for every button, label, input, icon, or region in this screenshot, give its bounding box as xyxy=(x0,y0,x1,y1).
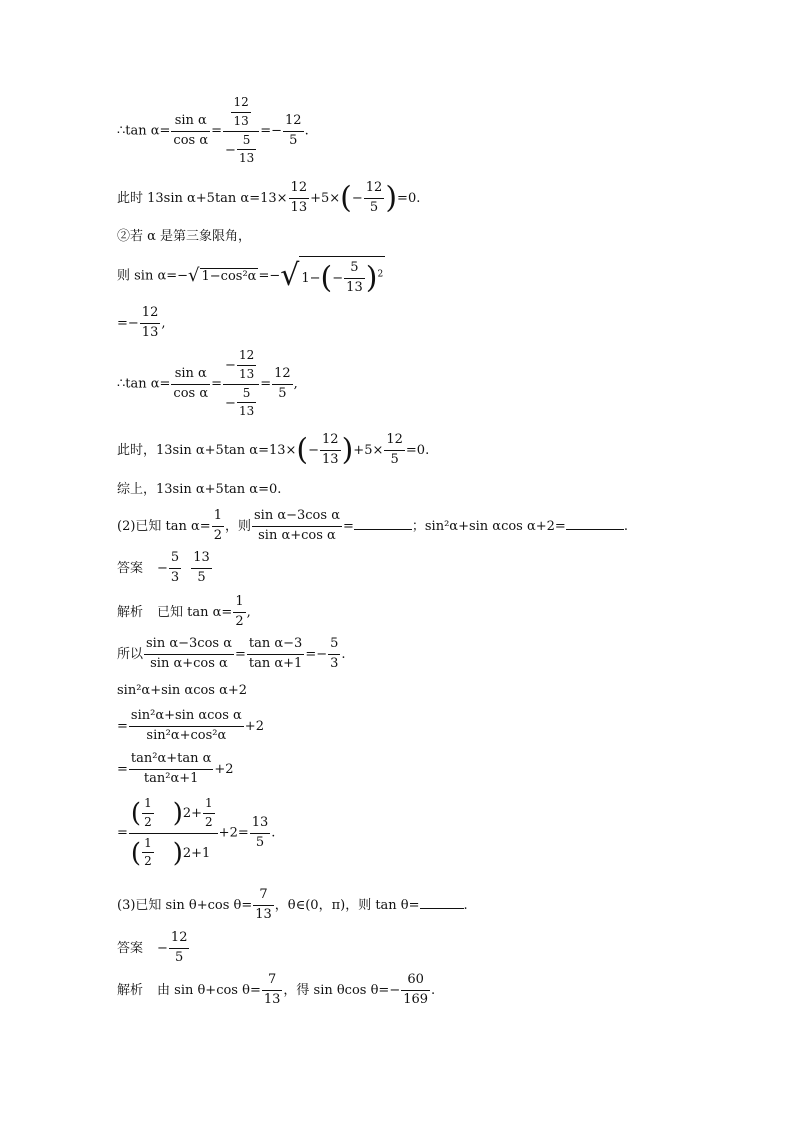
radicand xyxy=(299,256,385,296)
sign: − xyxy=(332,270,344,286)
denominator: 3 xyxy=(330,655,339,671)
compound-fraction xyxy=(129,797,218,869)
denominator: cos α xyxy=(173,132,209,148)
denominator: 2 xyxy=(213,527,222,543)
denominator: 2 xyxy=(235,613,244,629)
denominator: 13 xyxy=(290,199,308,215)
expression-line xyxy=(117,684,247,697)
denominator: sin α+cos α xyxy=(258,527,336,543)
text: . xyxy=(271,825,276,841)
sin-alpha-line xyxy=(117,256,385,296)
denominator: 5 xyxy=(278,385,287,401)
numerator: sin α−3cos α xyxy=(144,637,234,655)
sign: − xyxy=(351,190,363,206)
numerator: 12 xyxy=(140,306,161,324)
denominator: 5 xyxy=(175,949,184,965)
denominator: 13 xyxy=(263,991,281,1007)
fraction xyxy=(203,797,215,830)
numerator: 12 xyxy=(272,367,293,385)
fraction xyxy=(142,837,154,870)
denominator xyxy=(129,834,218,870)
sign: − xyxy=(157,940,168,956)
right-paren: ) xyxy=(172,837,183,868)
analysis-3 xyxy=(117,973,435,1008)
denominator: cos α xyxy=(173,385,209,401)
denominator: 13 xyxy=(255,906,272,922)
fraction xyxy=(344,261,365,296)
radical-sign: √ xyxy=(188,264,200,286)
fraction xyxy=(364,181,385,216)
numerator: tan α−3 xyxy=(247,637,304,655)
fraction xyxy=(283,114,304,149)
numerator: 12 xyxy=(384,433,405,451)
denominator: 13 xyxy=(346,279,363,295)
numerator xyxy=(223,349,259,385)
answer-label: 答案 xyxy=(117,560,144,576)
question-2 xyxy=(117,509,628,544)
denominator: 13 xyxy=(322,451,339,467)
question-3 xyxy=(117,888,468,923)
numerator: 5 xyxy=(344,261,365,279)
summary-line xyxy=(117,483,281,496)
answer-blank-3 xyxy=(420,908,464,909)
numerator: 1 xyxy=(142,837,154,854)
numerator: 5 xyxy=(237,134,256,151)
denominator: 13 xyxy=(233,113,249,128)
expression-step-3 xyxy=(117,797,275,869)
radical-sign: √ xyxy=(280,257,300,293)
fraction xyxy=(171,367,210,402)
answer-3 xyxy=(117,931,190,966)
numerator: 1 xyxy=(203,797,215,814)
text: = xyxy=(211,376,223,392)
fraction xyxy=(129,752,214,787)
text: = xyxy=(260,376,272,392)
fraction xyxy=(262,973,283,1008)
sign: − xyxy=(225,357,236,373)
text: =0. xyxy=(397,190,421,206)
text: = xyxy=(211,123,223,139)
text: 由 sin θ+cos θ= xyxy=(157,982,261,998)
text: , xyxy=(246,604,251,620)
fraction xyxy=(231,96,250,129)
fraction xyxy=(169,551,181,586)
fraction xyxy=(252,509,342,544)
text: 此时 13sin α+5tan α=13× xyxy=(117,190,288,206)
denominator: 5 xyxy=(255,834,265,850)
numerator: 1 xyxy=(233,595,245,613)
text: =− xyxy=(260,123,283,139)
check-line-2 xyxy=(117,433,429,468)
denominator: 13 xyxy=(238,366,255,381)
text: . xyxy=(623,518,628,534)
left-paren: ( xyxy=(130,837,142,868)
text: , xyxy=(161,315,166,331)
text: ∴tan α= xyxy=(117,123,171,139)
text: =0. xyxy=(405,442,430,458)
sign: − xyxy=(225,142,236,158)
text: = xyxy=(117,825,128,841)
answer-label: 答案 xyxy=(117,940,144,956)
numerator: 7 xyxy=(262,973,283,991)
text: (2)已知 tan α= xyxy=(117,518,211,534)
fraction xyxy=(144,637,234,672)
text: 2+ xyxy=(182,805,203,821)
denominator: 2 xyxy=(144,814,152,829)
radicand: 1−cos²α xyxy=(201,269,257,285)
fraction xyxy=(384,433,405,468)
text: . xyxy=(431,982,436,998)
expression-step-2 xyxy=(117,752,234,787)
right-paren: ) xyxy=(365,260,378,296)
denominator: 13 xyxy=(238,151,255,166)
text: = xyxy=(234,646,246,662)
fraction xyxy=(247,637,304,672)
text: =− xyxy=(305,646,328,662)
denominator: sin²α+cos²α xyxy=(146,727,227,743)
text: +2 xyxy=(214,761,234,777)
fraction xyxy=(328,637,340,672)
denominator: 5 xyxy=(289,132,298,148)
analysis-2-step xyxy=(117,637,346,672)
fraction xyxy=(129,709,244,744)
left-paren: ( xyxy=(340,180,352,216)
numerator: 60 xyxy=(401,973,430,991)
text: = xyxy=(117,718,128,734)
answer-blank-2 xyxy=(566,529,624,530)
text: +5× xyxy=(353,442,384,458)
denominator: 13 xyxy=(238,404,255,419)
text: ，得 sin θcos θ=− xyxy=(283,982,401,998)
right-paren: ) xyxy=(385,180,398,216)
fraction xyxy=(320,433,341,468)
text: ，则 xyxy=(224,518,251,534)
left-paren: ( xyxy=(130,798,142,829)
numerator: 12 xyxy=(283,114,304,132)
fraction xyxy=(171,114,210,149)
numerator: 13 xyxy=(191,551,212,569)
fraction xyxy=(253,888,274,923)
denominator: tan α+1 xyxy=(248,655,303,671)
tan-alpha-line-1 xyxy=(117,96,309,166)
numerator: sin α−3cos α xyxy=(252,509,342,527)
numerator: 13 xyxy=(250,816,271,834)
fraction xyxy=(250,816,271,851)
case-heading xyxy=(117,230,251,243)
fraction xyxy=(237,134,256,167)
fraction xyxy=(142,797,154,830)
denominator: 5 xyxy=(390,451,399,467)
fraction xyxy=(169,931,190,966)
fraction xyxy=(212,509,224,544)
fraction xyxy=(272,367,293,402)
check-line-1 xyxy=(117,181,420,216)
expression-step-1 xyxy=(117,709,264,744)
denominator: 13 xyxy=(141,324,159,340)
denominator xyxy=(223,132,259,167)
sign: − xyxy=(225,395,236,411)
text: 此时，13sin α+5tan α=13× xyxy=(117,442,297,458)
numerator xyxy=(129,797,218,834)
denominator: 5 xyxy=(197,569,206,585)
right-paren: ) xyxy=(341,432,354,468)
analysis-2-start xyxy=(117,595,251,630)
numerator: sin α xyxy=(171,367,210,385)
tan-alpha-line-2 xyxy=(117,349,298,419)
denominator: 2 xyxy=(144,854,152,869)
right-paren: ) xyxy=(172,798,183,829)
left-paren: ( xyxy=(320,260,333,296)
text: . xyxy=(304,123,309,139)
text: 则 sin α=− xyxy=(117,268,189,284)
denominator: 169 xyxy=(403,991,429,1007)
text: 1− xyxy=(301,270,321,286)
denominator: 5 xyxy=(369,199,379,215)
numerator: 12 xyxy=(237,349,256,366)
sin-alpha-result xyxy=(117,306,165,341)
text: ；sin²α+sin αcos α+2= xyxy=(411,518,566,534)
text: 所以 xyxy=(117,646,144,662)
text: 已知 tan α= xyxy=(157,604,233,620)
text: ∴tan α= xyxy=(117,376,171,392)
analysis-label: 解析 xyxy=(117,982,144,998)
text: . xyxy=(463,897,468,913)
answer-2 xyxy=(117,551,213,586)
text: (3)已知 sin θ+cos θ= xyxy=(117,897,253,913)
fraction xyxy=(233,595,245,630)
numerator: 5 xyxy=(328,637,340,655)
text: +5× xyxy=(310,190,341,206)
numerator: sin α xyxy=(171,114,210,132)
denominator: 2 xyxy=(205,814,213,829)
text: , xyxy=(293,376,298,392)
denominator xyxy=(223,385,259,420)
compound-fraction xyxy=(223,349,259,419)
denominator: 3 xyxy=(170,569,180,585)
text: 综上，13sin α+5tan α=0. xyxy=(117,482,282,497)
fraction xyxy=(191,551,212,586)
text: ，θ∈(0，π)，则 tan θ= xyxy=(274,897,420,913)
numerator: 12 xyxy=(169,931,190,949)
denominator: sin α+cos α xyxy=(150,655,228,671)
text: = xyxy=(342,518,354,534)
numerator: 1 xyxy=(142,797,154,814)
exponent: 2 xyxy=(377,269,384,280)
left-paren: ( xyxy=(296,432,309,468)
text: sin²α+sin αcos α+2 xyxy=(117,683,248,698)
numerator: 12 xyxy=(364,181,385,199)
numerator: 5 xyxy=(169,551,181,569)
text: . xyxy=(341,646,346,662)
numerator: 7 xyxy=(253,888,274,906)
fraction xyxy=(289,181,310,216)
text: +2= xyxy=(218,825,249,841)
numerator: tan²α+tan α xyxy=(129,752,214,770)
denominator: tan²α+1 xyxy=(143,770,199,786)
answer-blank-1 xyxy=(354,529,412,530)
fraction xyxy=(237,387,256,420)
numerator: 12 xyxy=(231,96,250,113)
text: =− xyxy=(258,268,281,284)
text: =− xyxy=(117,315,139,331)
numerator: sin²α+sin αcos α xyxy=(129,709,244,727)
compound-fraction xyxy=(223,96,259,166)
text: +2 xyxy=(244,718,264,734)
fraction xyxy=(140,306,161,341)
numerator xyxy=(223,96,259,132)
analysis-label: 解析 xyxy=(117,604,144,620)
numerator: 12 xyxy=(320,433,341,451)
text: ②若 α 是第三象限角， xyxy=(117,229,252,244)
numerator: 1 xyxy=(212,509,224,527)
fraction xyxy=(237,349,256,382)
fraction xyxy=(401,973,430,1008)
numerator: 12 xyxy=(289,181,310,199)
sign: − xyxy=(308,442,320,458)
sign: − xyxy=(157,560,168,576)
numerator: 5 xyxy=(237,387,256,404)
text: = xyxy=(117,761,128,777)
text: 2+1 xyxy=(182,845,211,861)
